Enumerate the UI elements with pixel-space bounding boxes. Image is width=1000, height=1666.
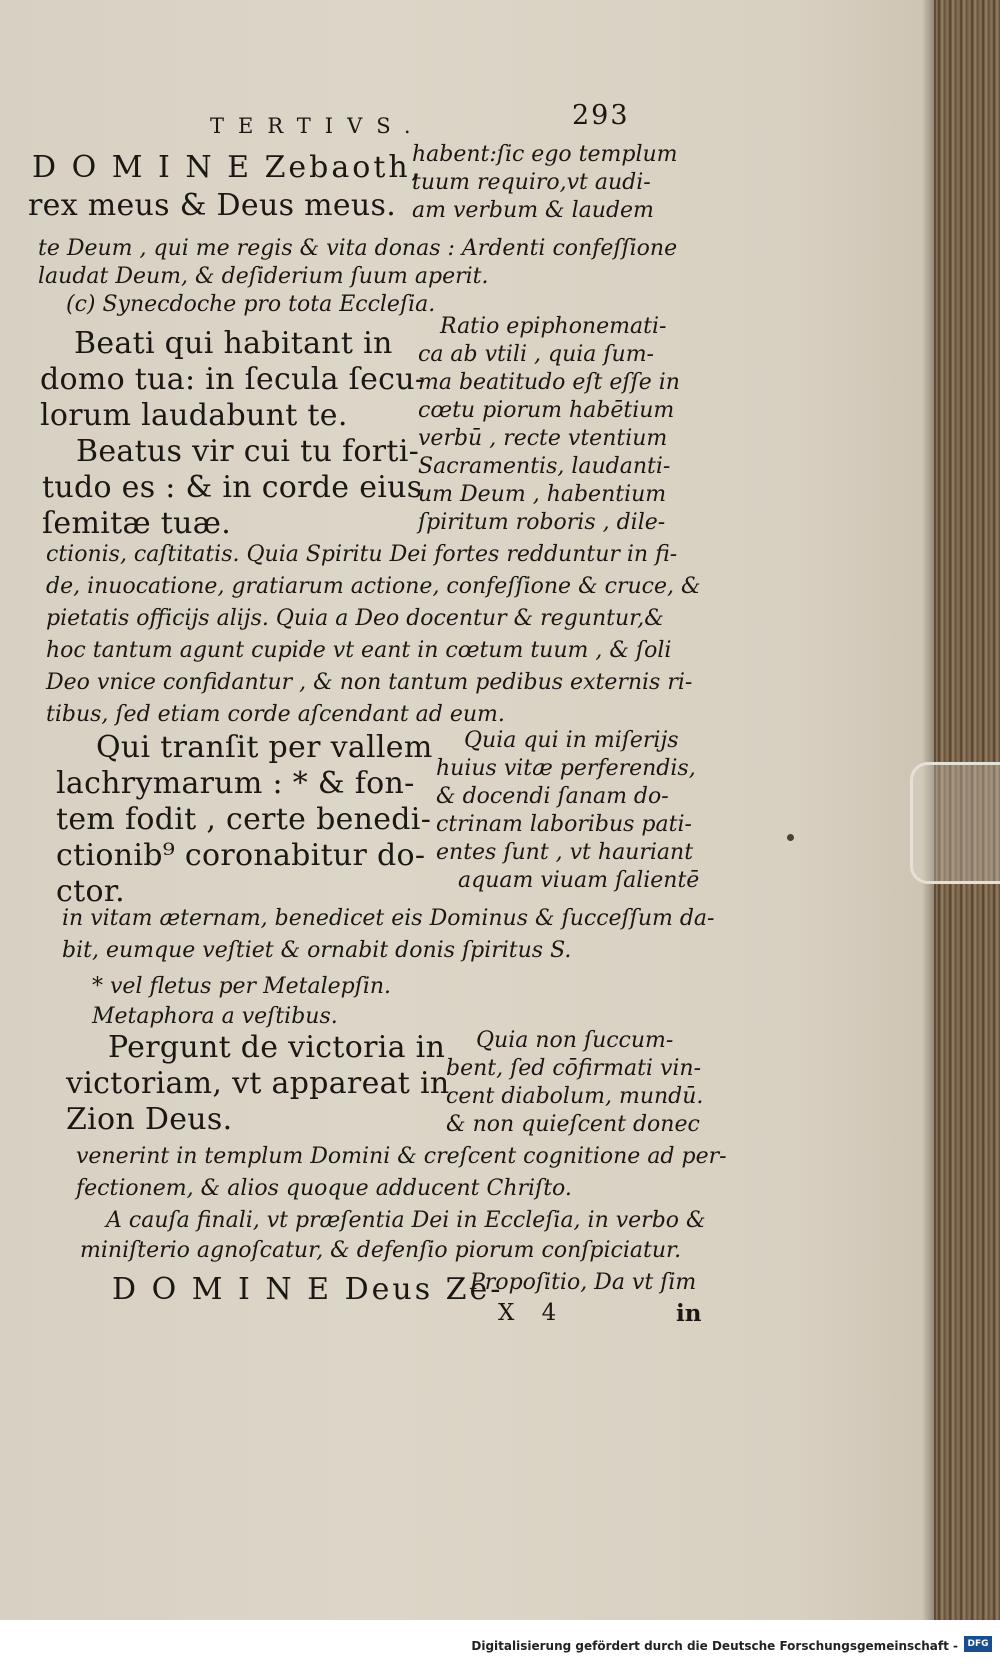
margin-note-line: huius vitæ perferendis, [436,756,696,781]
commentary-line: ctionis, caſtitatis. Quia Spiritu Dei fortes redduntur in fi- [46,542,678,567]
commentary-line: fectionem, & alios quoque adducent Chriſto. [76,1176,572,1201]
margin-note-line: ca ab vtili , quia ſum- [418,342,654,367]
margin-note-line: & non quieſcent donec [446,1112,700,1137]
text-line: Beati qui habitant in [74,326,393,361]
commentary-line: (c) Synecdoche pro tota Eccleſia. [66,292,436,317]
ink-spot [787,834,794,841]
margin-note-line: bent, ſed cōfirmati vin- [446,1056,702,1081]
commentary-line: miniſterio agnoſcatur, & defenſio piorum conſpiciatur. [80,1238,682,1263]
text-line: tudo es : & in corde eius [42,470,423,505]
margin-note-line: cœtu piorum habētium [418,398,675,423]
margin-note-line: & docendi ſanam do- [436,784,669,809]
margin-note-line: Propoſitio, Da vt ſim [470,1270,697,1295]
margin-note-line: ſpiritum roboris , dile- [418,510,666,535]
margin-note-line: verbū , recte vtentium [418,426,668,451]
bookmark-clip [910,762,1000,884]
margin-note-line: aquam viuam ſalientē [458,868,700,893]
margin-note-line: habent:ſic ego templum [412,142,678,167]
margin-note-line: am verbum & laudem [412,198,654,223]
commentary-line: pietatis officijs alijs. Quia a Deo docentur & reguntur,& [46,606,664,631]
commentary-line: hoc tantum agunt cupide vt eant in cœtum tuum , & ſoli [46,638,672,663]
text-line: Qui tranſit per vallem [96,730,433,765]
text-line: victoriam, vt appareat in [66,1066,450,1101]
text-line: ctor. [56,874,125,909]
margin-note-line: tuum requiro,vt audi- [412,170,651,195]
margin-note-line: entes ſunt , vt hauriant [436,840,694,865]
commentary-line: * vel fletus per Metalepſin. [92,974,392,999]
commentary-line: venerint in templum Domini & creſcent cognitione ad per- [76,1144,727,1169]
catchword: in [676,1300,702,1327]
text-line: Beatus vir cui tu forti- [76,434,420,469]
page-number: 293 [572,100,630,131]
text-line: D O M I N E Zebaoth, [32,150,424,185]
text-line: Zion Deus. [66,1102,233,1137]
margin-note-line: Quia non ſuccum- [476,1028,674,1053]
text-line: tem fodit , certe benedi- [56,802,432,837]
commentary-line: bit, eumque veſtiet & ornabit donis ſpiritus S. [62,938,572,963]
commentary-line: tibus, ſed etiam corde aſcendant ad eum. [46,702,505,727]
text-line: rex meus & Deus meus. [28,188,397,223]
margin-note-line: um Deum , habentium [418,482,667,507]
running-title: TERTIVS. [210,114,425,138]
dfg-logo: DFG [964,1636,992,1652]
commentary-line: Metaphora a veſtibus. [92,1004,338,1029]
text-line: Pergunt de victoria in [108,1030,446,1065]
commentary-line: Deo vnice confidantur , & non tantum pedibus externis ri- [46,670,693,695]
margin-note-line: Ratio epiphonemati- [440,314,667,339]
signature-mark: X 4 [498,1300,567,1326]
funding-credit: Digitalisierung gefördert durch die Deutsche Forschungsgemeinschaft - [471,1639,958,1653]
margin-note-line: ma beatitudo eſt eſſe in [418,370,680,395]
commentary-line: laudat Deum, & deſiderium ſuum aperit. [38,264,489,289]
commentary-line: te Deum , qui me regis & vita donas : Ardenti confeſſione [38,236,678,261]
margin-note-line: Sacramentis, laudanti- [418,454,671,479]
commentary-line: A cauſa finali, vt præſentia Dei in Eccleſia, in verbo & [106,1208,706,1233]
commentary-line: de, inuocatione, gratiarum actione, confeſſione & cruce, & [46,574,701,599]
text-line: domo tua: in ſecula ſecu- [40,362,426,397]
commentary-line: in vitam æternam, benedicet eis Dominus & ſucceſſum da- [62,906,715,931]
margin-note-line: Quia qui in miſerijs [464,728,679,753]
margin-note-line: cent diabolum, mundū. [446,1084,704,1109]
margin-note-line: ctrinam laboribus pati- [436,812,692,837]
text-line: lachrymarum : * & fon- [56,766,415,801]
text-line: ſemitæ tuæ. [42,506,232,541]
text-line: lorum laudabunt te. [40,398,348,433]
text-line: ctionib⁹ coronabitur do- [56,838,426,873]
text-line: D O M I N E Deus Ze- [112,1272,504,1307]
